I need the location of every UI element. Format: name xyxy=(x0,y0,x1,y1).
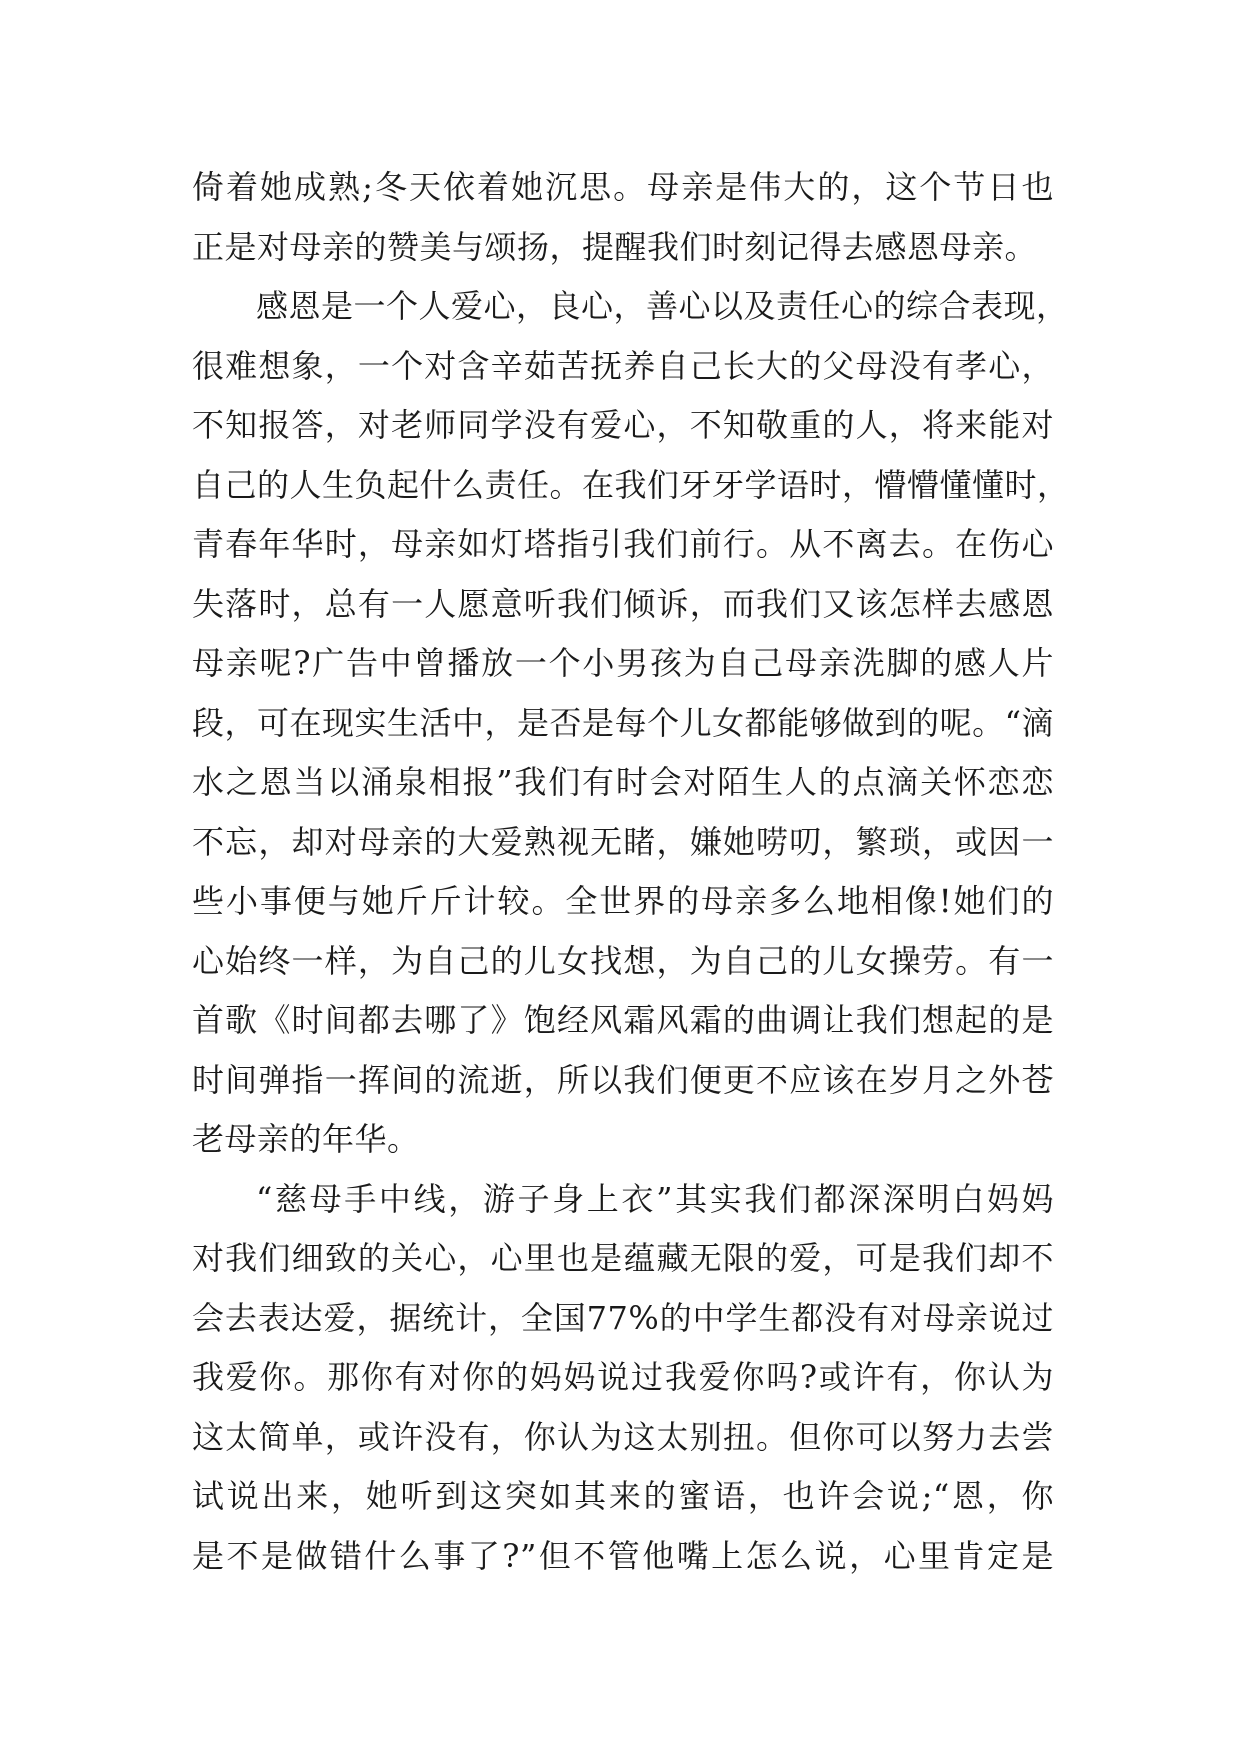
text-line: 段，可在现实生活中，是否是每个儿女都能够做到的呢。“滴 xyxy=(192,703,1054,742)
text-line: 母亲呢?广告中曾播放一个小男孩为自己母亲洗脚的感人片 xyxy=(192,644,1054,682)
text-line: 正是对母亲的赞美与颂扬，提醒我们时刻记得去感恩母亲。 xyxy=(192,227,1038,266)
text-line: 这太简单，或许没有，你认为这太别扭。但你可以努力去尝 xyxy=(192,1417,1054,1456)
text-line: 不忘，却对母亲的大爱熟视无睹，嫌她唠叨，繁琐，或因一 xyxy=(192,822,1054,861)
text-line: 试说出来，她听到这突如其来的蜜语，也许会说;“恩，你 xyxy=(192,1477,1054,1515)
text-line: 时间弹指一挥间的流逝，所以我们便更不应该在岁月之外苍 xyxy=(192,1060,1054,1099)
text-line: 会去表达爱，据统计，全国77%的中学生都没有对母亲说过 xyxy=(192,1298,1054,1337)
text-line: 倚着她成熟;冬天依着她沉思。母亲是伟大的，这个节日也 xyxy=(192,168,1054,206)
paragraph-start-line: 感恩是一个人爱心，良心，善心以及责任心的综合表现， xyxy=(256,287,1069,325)
text-line: 心始终一样，为自己的儿女找想，为自己的儿女操劳。有一 xyxy=(192,941,1054,980)
text-line: 对我们细致的关心，心里也是蕴藏无限的爱，可是我们却不 xyxy=(192,1239,1054,1277)
text-line: 首歌《时间都去哪了》饱经风霜风霜的曲调让我们想起的是 xyxy=(192,1001,1054,1039)
body-text xyxy=(192,158,1070,1586)
text-line: 青春年华时，母亲如灯塔指引我们前行。从不离去。在伤心 xyxy=(192,525,1054,563)
text-line: 自己的人生负起什么责任。在我们牙牙学语时，懵懵懂懂时， xyxy=(192,465,1070,504)
text-line: 些小事便与她斤斤计较。全世界的母亲多么地相像!她们的 xyxy=(192,882,1054,920)
paragraph-start-line: “慈母手中线，游子身上衣”其实我们都深深明白妈妈 xyxy=(256,1179,1054,1218)
text-line: 失落时，总有一人愿意听我们倾诉，而我们又该怎样去感恩 xyxy=(192,584,1054,623)
text-line: 不知报答，对老师同学没有爱心，不知敬重的人，将来能对 xyxy=(192,406,1054,444)
text-line: 水之恩当以涌泉相报”我们有时会对陌生人的点滴关怀恋恋 xyxy=(192,763,1054,801)
text-line: 老母亲的年华。 xyxy=(192,1120,420,1158)
text-line: 是不是做错什么事了?”但不管他嘴上怎么说，心里肯定是 xyxy=(192,1536,1054,1575)
text-line: 很难想象，一个对含辛茹苦抚养自己长大的父母没有孝心， xyxy=(192,346,1054,385)
text-line: 我爱你。那你有对你的妈妈说过我爱你吗?或许有，你认为 xyxy=(192,1358,1054,1396)
